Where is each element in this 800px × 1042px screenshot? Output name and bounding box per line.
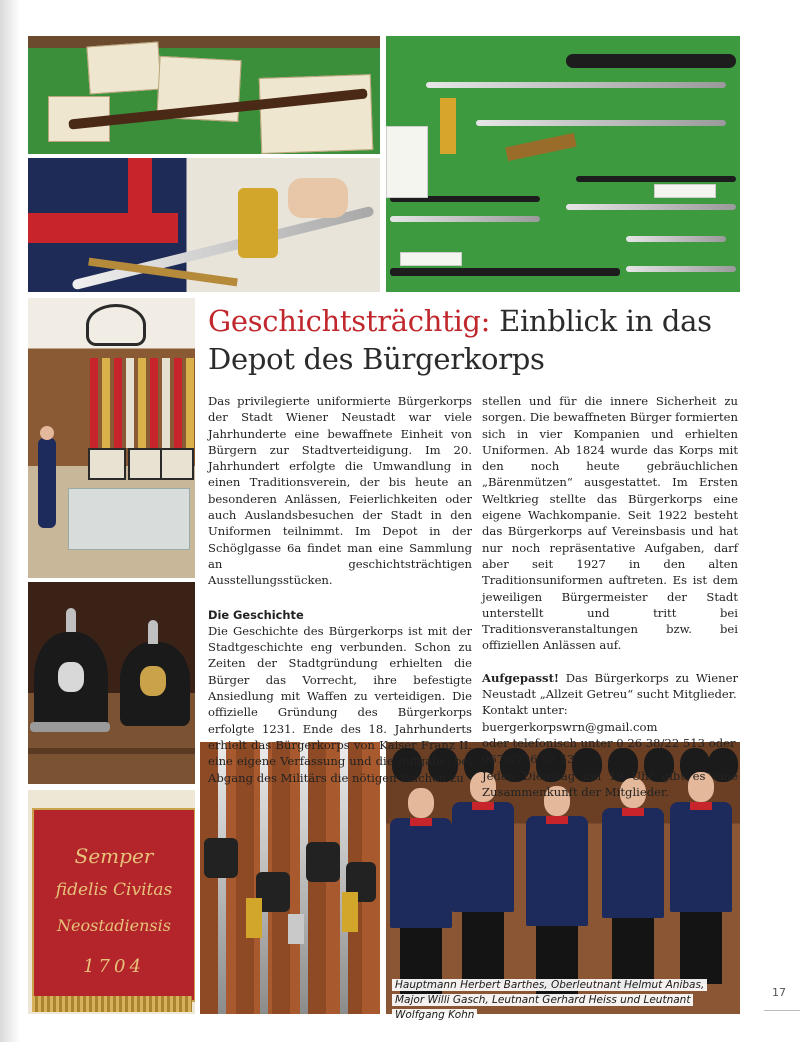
page-number: 17: [772, 986, 786, 999]
photo-rifle-display-case: [28, 36, 380, 154]
contact-phone-line2: 0676/736 52 53: [482, 752, 575, 767]
banner-motto-line3: Neostadiensis: [57, 916, 171, 935]
banner-cloth: [32, 808, 195, 1002]
intro-paragraph: Das privilegierte uniformierte Bürgerkorps der Stadt Wiener Neustadt war viele Jahrhunderte eine bewaffnete Einheit von Bürgern zur Stadtverteidigung. Im 20. Jahrhundert erfolgte die Umwandlung in einen Traditionsverein, der bis heute an besonderen Anlässen, Feierlichkeiten oder auch Auslandsbesuchen der Stadt in den Uniformen teilnimmt. Im Depot in der Schöglgasse 6a findet man eine Sammlung an geschichtsträchtigen Ausstellungsstücken.: [208, 394, 472, 588]
banner-motto-line2: fidelis Civitas: [55, 880, 173, 900]
photo-uniform-with-saber: [28, 158, 380, 292]
meeting-info: Jeden Dienstag um 19 Uhr gibt es eine Zusammenkunft der Mitglieder.: [482, 768, 738, 799]
article-column-1: [208, 393, 472, 786]
photo-depot-room-flags: [28, 298, 195, 578]
page-spine-shadow: [0, 0, 20, 1042]
notice-text: Das Bürgerkorps zu Wiener Neustadt „Allzeit Getreu“ sucht Mitglieder.: [482, 670, 738, 702]
article-headline: [208, 302, 748, 378]
photo-sabers-on-green: [386, 36, 740, 292]
caption-line1: Hauptmann Herbert Barthes, Oberleutnant Helmut Anibas,: [392, 979, 707, 991]
history-paragraph-part2: stellen und für die innere Sicherheit zu sorgen. Die bewaffneten Bürger formierten sich in vier Kompanien und erhielten Uniformen. Ab 1824 wurde das Korps mit den noch heute gebräuchlichen „Bärenmützen“ ausgestattet. Im Ersten Weltkrieg stellte das Bürgerkorps eine eigene Wachkompanie. Seit 1922 besteht das Bürgerkorps auf Vereinsbasis und hat nur noch repräsentative Aufgaben, darf aber seit 1927 in den alten Traditionsuniformen auftreten. Es ist dem jeweiligen Bürgermeister der Stadt unterstellt und tritt bei Traditionsveranstaltungen bzw. bei offiziellen Anlässen auf.: [482, 394, 738, 653]
history-heading: Die Geschichte: [208, 607, 304, 622]
group-photo-caption: [392, 978, 736, 1023]
history-paragraph-part1: Die Geschichte des Bürgerkorps ist mit der Stadtgeschichte eng verbunden. Schon zu Zeiten der Stadtgründung erhielten die Bürger das Vorrecht, ihre befestigte Ansiedlung mit Waffen zu verteidigen. Die offizielle Gründung des Bürgerkorps erfolgte 1231. Ende des 18. Jahrhunderts erhielt das Bürgerkorps von Kaiser Franz II. eine eigene Verfassung und die Aufgabe, bei Abgang des Militärs die nötigen Wachen zu: [208, 623, 472, 785]
caption-line2: Major Willi Gasch, Leutnant Gerhard Heiss und Leutnant Wolfgang Kohn: [392, 994, 693, 1021]
headline-accent: Geschichtsträchtig:: [208, 304, 491, 338]
banner-year: 1704: [83, 956, 145, 977]
notice-lead: Aufgepasst!: [482, 670, 560, 685]
article-column-2: [482, 393, 738, 800]
photo-red-banner: [28, 790, 195, 1014]
contact-phone-line1: oder telefonisch unter 0 26 38/22 513 oder: [482, 735, 736, 750]
contact-email-line: Kontakt unter: buergerkorpswrn@gmail.com: [482, 703, 658, 734]
headline-rest: Einblick in das Depot des Bürgerkorps: [208, 304, 712, 376]
photo-spiked-helmets: [28, 582, 195, 784]
banner-motto-line1: Semper: [74, 844, 154, 868]
page-number-rule: [764, 1010, 800, 1011]
